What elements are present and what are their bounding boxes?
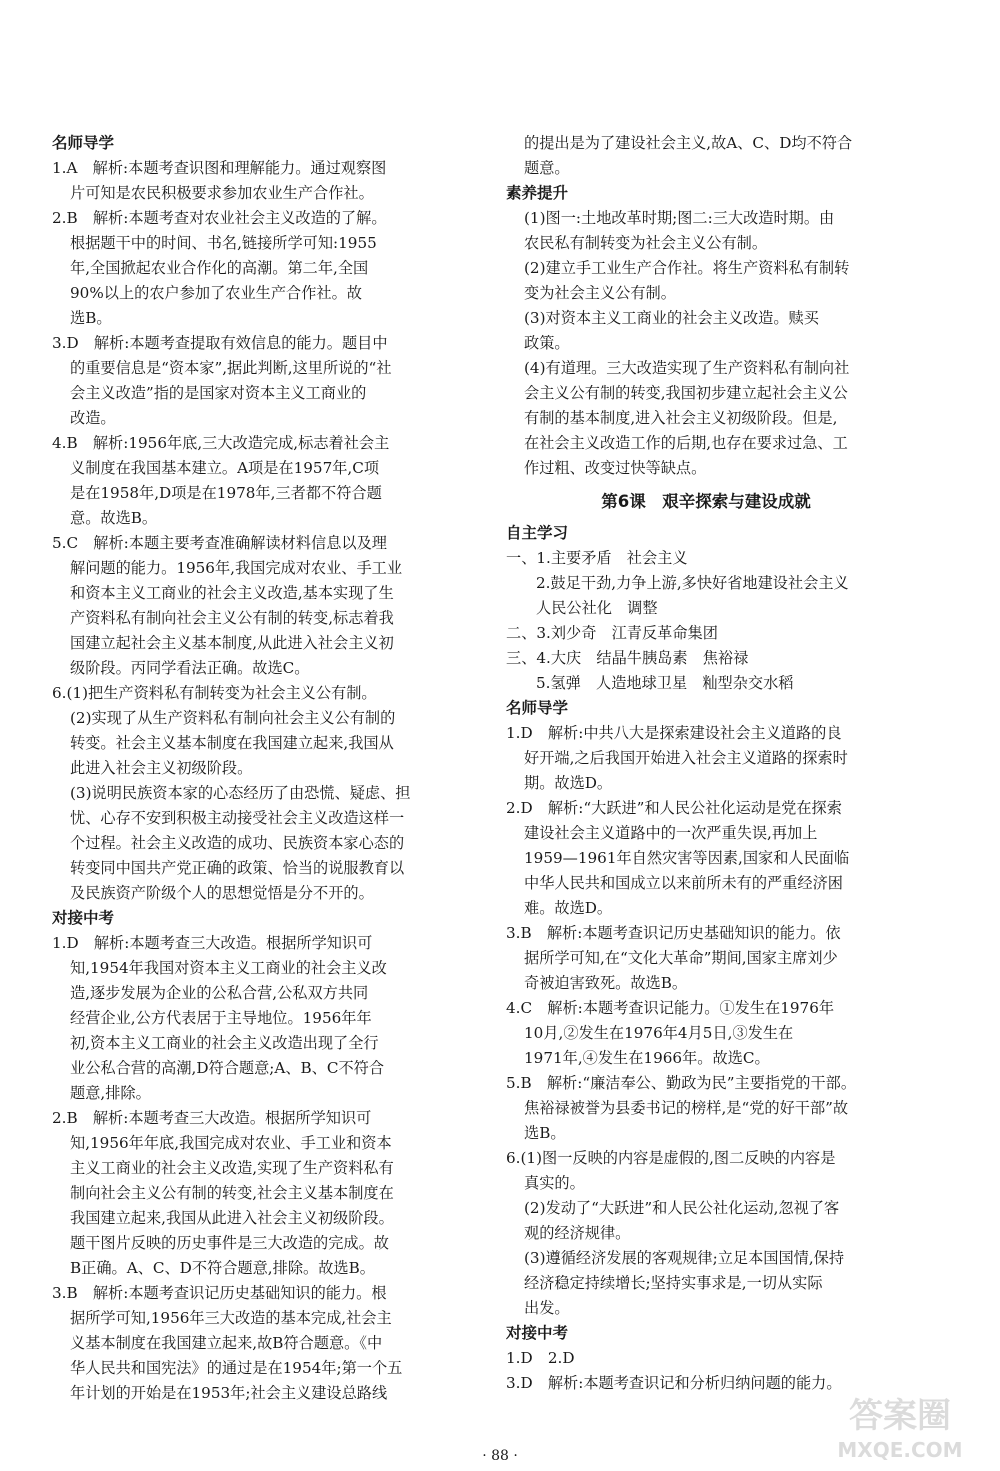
answer-line: 5.B 解析:“廉洁奉公、勤政为民”主要指党的干部。 xyxy=(506,1074,857,1092)
answer-line: 2.B 解析:本题考查对农业社会主义改造的了解。 xyxy=(52,209,387,227)
text-line: 90%以上的农户参加了农业生产合作社。故 xyxy=(70,284,362,302)
answer-line: 1.D 解析:中共八大是探索建设社会主义道路的良 xyxy=(506,724,842,742)
text-line: 业公私合营的高潮,D符合题意;A、B、C不符合 xyxy=(70,1059,385,1077)
text-line: 制向社会主义公有制的转变,社会主义基本制度在 xyxy=(70,1184,394,1202)
answer-line: 二、3.刘少奇 江青反革命集团 xyxy=(506,624,718,642)
answer-line: 3.D 解析:本题考查提取有效信息的能力。题目中 xyxy=(52,334,388,352)
text-line: 华人民共和国宪法》的通过是在1954年;第一个五 xyxy=(70,1359,403,1377)
text-line: 据所学可知,1956年三大改造的基本完成,社会主 xyxy=(70,1309,392,1327)
text-line: 有制的基本制度,进入社会主义初级阶段。但是, xyxy=(524,409,838,427)
answer-line: 4.C 解析:本题考查识记能力。①发生在1976年 xyxy=(506,999,835,1017)
left-column xyxy=(52,131,486,1406)
text-line: 产资料私有制向社会主义公有制的转变,标志着我 xyxy=(70,609,394,627)
text-line: 奇被迫害致死。故选B。 xyxy=(524,974,688,992)
text-line: 据所学可知,在“文化大革命”期间,国家主席刘少 xyxy=(524,949,838,967)
text-line: 10月,②发生在1976年4月5日,③发生在 xyxy=(524,1024,794,1042)
text-line: 此进入社会主义初级阶段。 xyxy=(70,759,253,777)
text-line: 是在1958年,D项是在1978年,三者都不符合题 xyxy=(70,484,382,502)
text-line: 片可知是农民积极要求参加农业生产合作社。 xyxy=(70,184,374,202)
text-line: 初,资本主义工商业的社会主义改造出现了全行 xyxy=(70,1034,379,1052)
text-line: 年计划的开始是在1953年;社会主义建设总路线 xyxy=(70,1384,388,1402)
watermark-url: MXQE.COM xyxy=(837,1438,963,1462)
text-line: B正确。A、C、D不符合题意,排除。故选B。 xyxy=(70,1259,375,1277)
text-line: 的重要信息是“资本家”,据此判断,这里所说的“社 xyxy=(70,359,392,377)
text-line: (3)遵循经济发展的客观规律;立足本国国情,保持 xyxy=(524,1249,845,1267)
text-line: 题意。 xyxy=(524,159,570,177)
text-line: 我国建立起来,我国从此进入社会主义初级阶段。 xyxy=(70,1209,394,1227)
text-line: 知,1956年年底,我国完成对农业、手工业和资本 xyxy=(70,1134,392,1152)
text-line: 建设社会主义道路中的一次严重失误,再加上 xyxy=(524,824,818,842)
text-line: 根据题干中的时间、书名,链接所学可知:1955 xyxy=(70,234,377,252)
text-line: 出发。 xyxy=(524,1299,570,1317)
text-line: 人民公社化 调整 xyxy=(536,599,658,617)
text-line: 忧、心存不安到积极主动接受社会主义改造这样一 xyxy=(70,809,405,827)
text-line: 题意,排除。 xyxy=(70,1084,151,1102)
answer-line: 3.B 解析:本题考查识记历史基础知识的能力。根 xyxy=(52,1284,387,1302)
section-heading: 自主学习 xyxy=(506,524,569,542)
text-line: 年,全国掀起农业合作化的高潮。第二年,全国 xyxy=(70,259,369,277)
text-line: 选B。 xyxy=(524,1124,566,1142)
text-line: 解问题的能力。1956年,我国完成对农业、手工业 xyxy=(70,559,403,577)
right-column xyxy=(506,131,906,1396)
answer-line: 三、4.大庆 结晶牛胰岛素 焦裕禄 xyxy=(506,649,749,667)
section-heading: 素养提升 xyxy=(506,184,569,202)
text-line: 期。故选D。 xyxy=(524,774,613,792)
answer-line: 3.D 解析:本题考查识记和分析归纳问题的能力。 xyxy=(506,1374,842,1392)
text-line: 5.氢弹 人造地球卫星 籼型杂交水稻 xyxy=(536,674,794,692)
text-line: 会主义公有制的转变,我国初步建立起社会主义公 xyxy=(524,384,848,402)
text-line: 国建立起社会主义基本制度,从此进入社会主义初 xyxy=(70,634,394,652)
text-line: 2.鼓足干劲,力争上游,多快好省地建设社会主义 xyxy=(536,574,849,592)
section-heading: 对接中考 xyxy=(52,909,115,927)
text-line: 造,逐步发展为企业的公私合营,公私双方共同 xyxy=(70,984,369,1002)
text-line: 在社会主义改造工作的后期,也存在要求过急、工 xyxy=(524,434,848,452)
text-line: 真实的。 xyxy=(524,1174,585,1192)
text-line: 的提出是为了建设社会主义,故A、C、D均不符合 xyxy=(524,134,853,152)
text-line: 观的经济规律。 xyxy=(524,1224,631,1242)
text-line: 义基本制度在我国建立起来,故B符合题意。《中 xyxy=(70,1334,383,1352)
answer-line: 6.(1)图一反映的内容是虚假的,图二反映的内容是 xyxy=(506,1149,836,1167)
text-line: 农民私有制转变为社会主义公有制。 xyxy=(524,234,767,252)
text-line: 经济稳定持续增长;坚持实事求是,一切从实际 xyxy=(524,1274,823,1292)
answer-line: 6.(1)把生产资料私有制转变为社会主义公有制。 xyxy=(52,684,377,702)
section-heading: 名师导学 xyxy=(506,699,569,717)
text-line: (2)建立手工业生产合作社。将生产资料私有制转 xyxy=(524,259,850,277)
text-line: 经营企业,公方代表居于主导地位。1956年年 xyxy=(70,1009,372,1027)
answer-line: 3.B 解析:本题考查识记历史基础知识的能力。依 xyxy=(506,924,841,942)
watermark-logo-text: 答案圈 xyxy=(849,1396,951,1436)
text-line: 难。故选D。 xyxy=(524,899,613,917)
watermark-logo xyxy=(815,1385,985,1465)
answer-line: 4.B 解析:1956年底,三大改造完成,标志着社会主 xyxy=(52,434,390,452)
text-line: (1)图一:土地改革时期;图二:三大改造时期。由 xyxy=(524,209,835,227)
section-heading: 名师导学 xyxy=(52,134,115,152)
text-line: 焦裕禄被誉为县委书记的榜样,是“党的好干部”故 xyxy=(524,1099,849,1117)
text-line: 中华人民共和国成立以来前所未有的严重经济困 xyxy=(524,874,843,892)
text-line: 1971年,④发生在1966年。故选C。 xyxy=(524,1049,770,1067)
text-line: 级阶段。丙同学看法正确。故选C。 xyxy=(70,659,310,677)
text-line: (2)发动了“大跃进”和人民公社化运动,忽视了客 xyxy=(524,1199,840,1217)
text-line: 及民族资产阶级个人的思想觉悟是分不开的。 xyxy=(70,884,374,902)
text-line: (3)说明民族资本家的心态经历了由恐慌、疑虑、担 xyxy=(70,784,411,802)
text-line: 好开端,之后我国开始进入社会主义道路的探索时 xyxy=(524,749,848,767)
answer-line: 1.A 解析:本题考查识图和理解能力。通过观察图 xyxy=(52,159,387,177)
answer-line: 2.D 解析:“大跃进”和人民公社化运动是党在探索 xyxy=(506,799,842,817)
text-line: 意。故选B。 xyxy=(70,509,158,527)
text-line: 变为社会主义公有制。 xyxy=(524,284,676,302)
text-line: 主义工商业的社会主义改造,实现了生产资料私有 xyxy=(70,1159,394,1177)
text-line: (2)实现了从生产资料私有制向社会主义公有制的 xyxy=(70,709,396,727)
text-line: (4)有道理。三大改造实现了生产资料私有制向社 xyxy=(524,359,850,377)
text-line: 题干图片反映的历史事件是三大改造的完成。故 xyxy=(70,1234,389,1252)
answer-line: 2.B 解析:本题考查三大改造。根据所学知识可 xyxy=(52,1109,372,1127)
text-line: 1959—1961年自然灾害等因素,国家和人民面临 xyxy=(524,849,850,867)
text-line: 知,1954年我国对资本主义工商业的社会主义改 xyxy=(70,959,387,977)
answer-line: 1.D 解析:本题考查三大改造。根据所学知识可 xyxy=(52,934,373,952)
text-line: 义制度在我国基本建立。A项是在1957年,C项 xyxy=(70,459,380,477)
text-line: 转变。社会主义基本制度在我国建立起来,我国从 xyxy=(70,734,394,752)
answer-line: 1.D 2.D xyxy=(506,1349,575,1367)
text-line: 作过粗、改变过快等缺点。 xyxy=(524,459,707,477)
text-line: 和资本主义工商业的社会主义改造,基本实现了生 xyxy=(70,584,394,602)
text-line: 会主义改造”指的是国家对资本主义工商业的 xyxy=(70,384,367,402)
text-line: 个过程。社会主义改造的成功、民族资本家心态的 xyxy=(70,834,405,852)
text-line: 选B。 xyxy=(70,309,112,327)
answer-line: 一、1.主要矛盾 社会主义 xyxy=(506,549,688,567)
section-heading: 对接中考 xyxy=(506,1324,569,1342)
text-line: 政策。 xyxy=(524,334,570,352)
text-line: (3)对资本主义工商业的社会主义改造。赎买 xyxy=(524,309,819,327)
text-line: 改造。 xyxy=(70,409,116,427)
lesson-title: 第6课 艰辛探索与建设成就 xyxy=(601,492,811,511)
answer-line: 5.C 解析:本题主要考查准确解读材料信息以及理 xyxy=(52,534,387,552)
page-number: · 88 · xyxy=(482,1448,518,1464)
text-line: 转变同中国共产党正确的政策、恰当的说服教育以 xyxy=(70,859,405,877)
